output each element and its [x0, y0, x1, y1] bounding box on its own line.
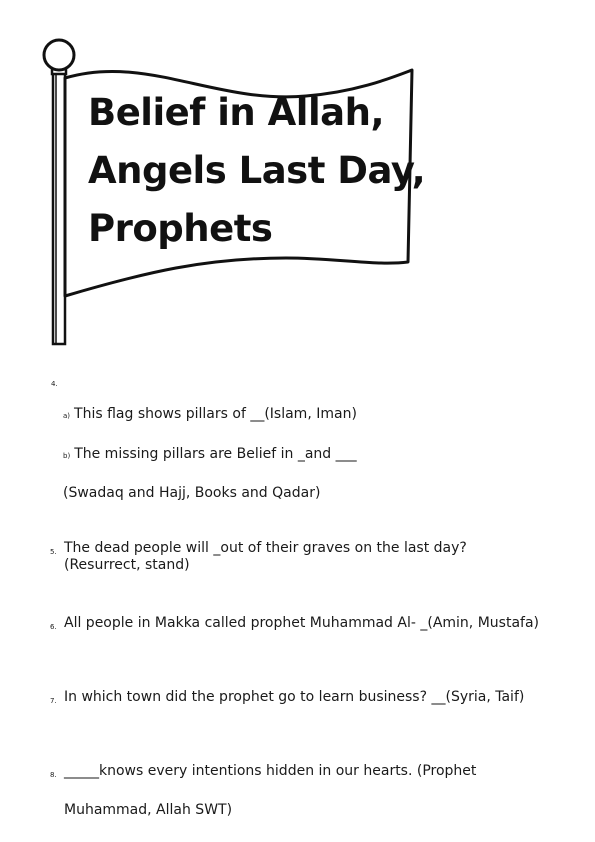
question-8-number: 8.: [50, 771, 57, 779]
question-4a-marker: a): [63, 412, 71, 420]
question-7-text: In which town did the prophet go to learn business? __(Syria, Taif): [64, 689, 525, 705]
question-5-text: The dead people will _out of their graves on the last day? (Resurrect, stand): [64, 540, 467, 573]
question-4-number: 4.: [51, 380, 58, 388]
question-6: [50, 615, 554, 632]
question-8-line-2: Muhammad, Allah SWT): [64, 802, 233, 818]
question-4b: [63, 446, 357, 465]
question-7: [50, 689, 554, 706]
question-6-text: All people in Makka called prophet Muhammad Al- _(Amin, Mustafa): [64, 615, 539, 631]
flag-title: [88, 84, 426, 258]
flag-title-line-1: Belief in Allah,: [88, 91, 385, 134]
flag-illustration: [36, 34, 426, 346]
question-4a: [63, 406, 357, 425]
question-4b-options: (Swadaq and Hajj, Books and Qadar): [63, 485, 321, 501]
flag-title-line-3: Prophets: [88, 207, 273, 250]
question-5-number: 5.: [50, 548, 57, 556]
question-4a-text: This flag shows pillars of __(Islam, Iman): [74, 406, 357, 422]
question-4b-text: The missing pillars are Belief in _and ___: [74, 446, 357, 462]
question-5: [50, 540, 544, 574]
question-6-number: 6.: [50, 623, 57, 631]
flag-title-line-2: Angels Last Day,: [88, 149, 426, 192]
question-8: [50, 763, 564, 780]
question-4b-marker: b): [63, 452, 71, 460]
question-7-number: 7.: [50, 697, 57, 705]
question-8-line-1: _____knows every intentions hidden in our hearts. (Prophet: [64, 763, 477, 779]
